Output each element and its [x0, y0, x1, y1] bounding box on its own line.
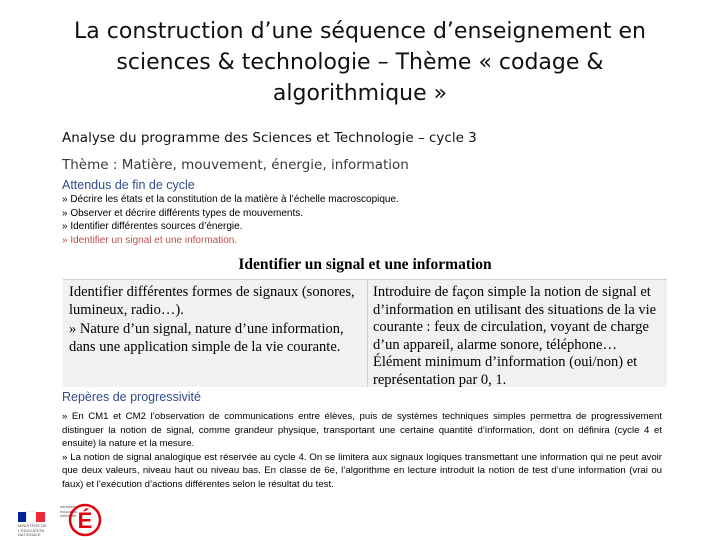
attendus-list	[62, 193, 399, 247]
reperes-body	[62, 410, 662, 491]
reperes-paragraph: » La notion de signal analogique est réservée au cycle 4. On se limitera aux signaux logiques transmettant une information qui ne peut avoir que deux valeurs, niveau haut ou niveau bas. En classe de 6e, l’algorithme en lecture introduit la notion de test d’une information (vrai ou faux) et l’exécution d’actions différentes selon le résultat du test.	[62, 451, 662, 490]
table-right-column: Introduire de façon simple la notion de signal et d’information en utilisant des situations de la vie courante : feux de circulation, voyant de charge d’un appareil, alarme sonore, téléphone… Élément minimum d’information (oui/non) et représentation par 0, 1.	[373, 284, 657, 388]
reperes-paragraph: » En CM1 et CM2 l’observation de communications entre élèves, puis de systèmes techniques simples permettra de progressivement distinguer la notion de signal, comme grandeur physique, transportant une certaine quantité d’information, dont on définira (cycle 4 et ensuite) la nature et la mesure.	[62, 411, 662, 449]
attendus-item-highlighted: » Identifier un signal et une information.	[62, 234, 238, 246]
attendus-item: » Observer et décrire différents types de mouvements.	[62, 207, 304, 219]
program-table	[63, 251, 667, 387]
attendus-item: » Décrire les états et la constitution de la matière à l’échelle macroscopique.	[62, 194, 399, 205]
ministere-logo-text: ministère éducation nationale	[60, 504, 78, 518]
education-nationale-logo-icon	[68, 498, 102, 538]
svg-text:É: É	[77, 508, 93, 533]
attendus-item: » Identifier différentes sources d’énergie.	[62, 221, 243, 232]
marianne-logo-text: MINISTÈRE DE L'ÉDUCATION NATIONALE	[18, 523, 47, 537]
reperes-heading: Repères de progressivité	[62, 390, 201, 404]
table-left-text-1: Identifier différentes formes de signaux (sonores, lumineux, radio…).	[69, 284, 355, 318]
attendus-heading: Attendus de fin de cycle	[62, 178, 195, 192]
program-analysis-subtitle: Analyse du programme des Sciences et Technologie – cycle 3	[62, 130, 477, 146]
table-column-divider	[367, 280, 368, 387]
marianne-logo-icon	[18, 512, 46, 522]
slide-title: La construction d’une séquence d’enseignement en sciences & technologie – Thème « codage & algorithmique »	[74, 19, 646, 106]
theme-heading: Thème : Matière, mouvement, énergie, information	[62, 157, 409, 173]
table-heading: Identifier un signal et une information	[63, 251, 667, 280]
table-left-text-2: » Nature d’un signal, nature d’une information, dans une application simple de la vie courante.	[69, 321, 344, 355]
table-left-column	[69, 284, 365, 356]
